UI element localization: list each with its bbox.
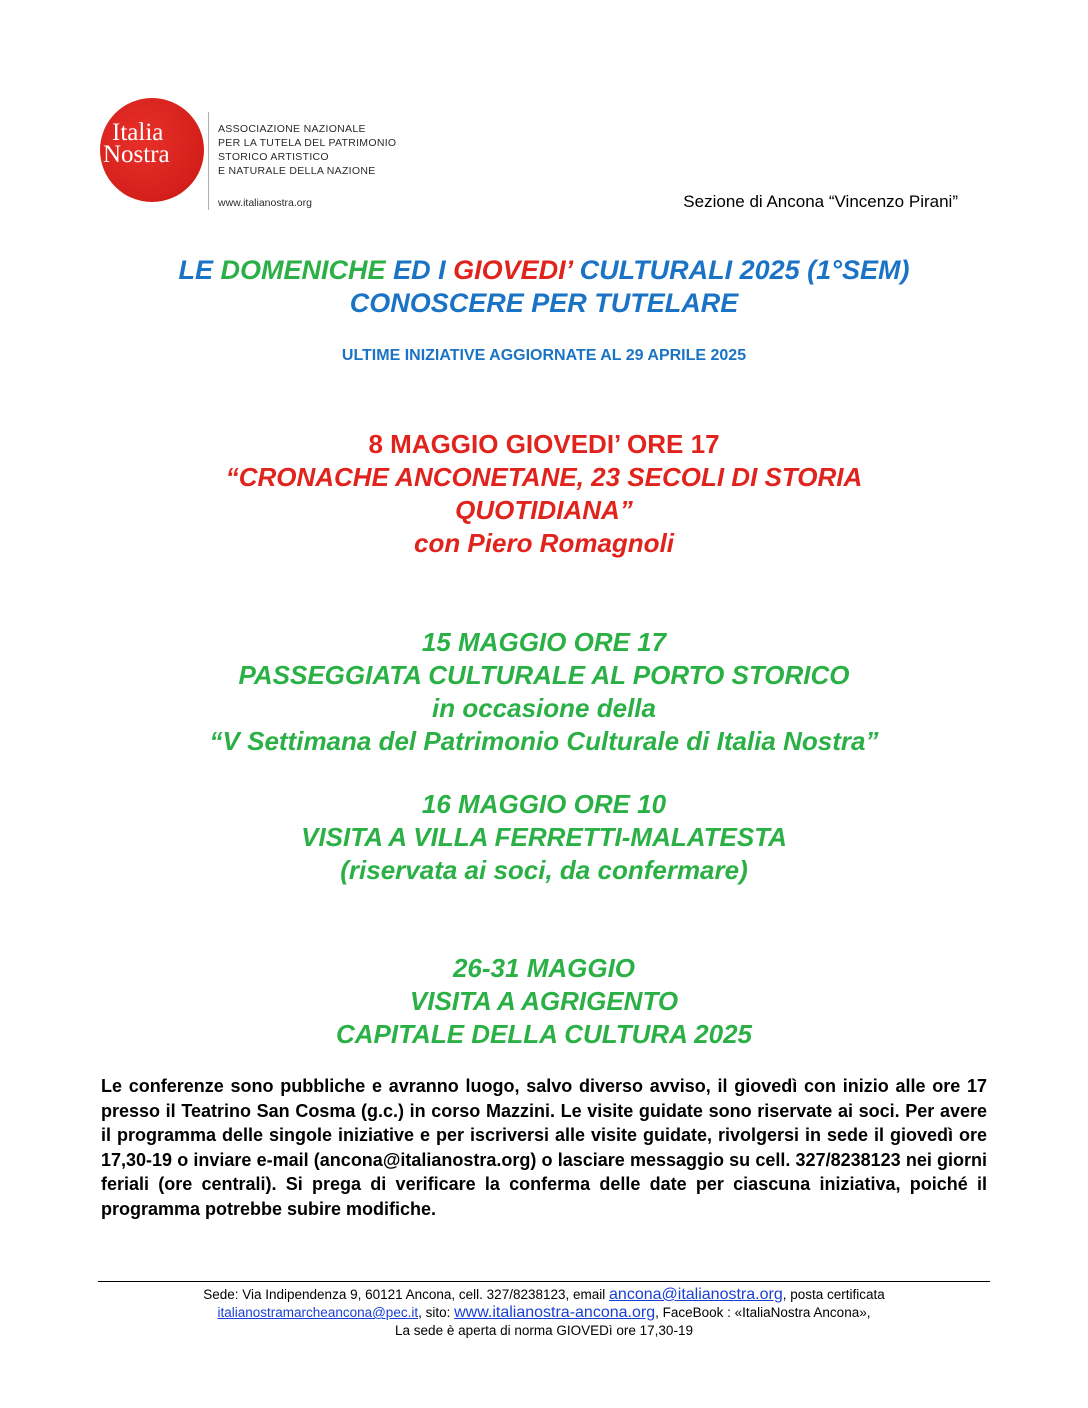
footer: [98, 1286, 990, 1340]
association-name: [218, 122, 396, 178]
page-title: [60, 254, 1028, 320]
event-16-maggio: [60, 788, 1028, 887]
event-line: “V Settimana del Patrimonio Culturale di Italia Nostra”: [209, 726, 879, 756]
event-line: CAPITALE DELLA CULTURA 2025: [335, 1019, 753, 1049]
event-line: VISITA A AGRIGENTO: [409, 986, 679, 1016]
event-line: 26-31 MAGGIO: [452, 953, 636, 983]
title-line-1: [60, 254, 1028, 287]
logo-divider: [208, 112, 209, 210]
update-notice: ULTIME INIZIATIVE AGGIORNATE AL 29 APRILE 2025: [341, 347, 747, 364]
event-8-maggio: [60, 428, 1028, 560]
footer-text: , FaceBook : «ItaliaNostra Ancona»,: [655, 1305, 871, 1320]
event-line: 8 MAGGIO GIOVEDI’ ORE 17: [368, 429, 720, 459]
footer-divider: [98, 1281, 990, 1282]
title-domeniche: DOMENICHE: [220, 255, 386, 285]
website-link[interactable]: www.italianostra-ancona.org: [454, 1304, 656, 1321]
event-line: VISITA A VILLA FERRETTI-MALATESTA: [301, 822, 787, 852]
logo-website: www.italianostra.org: [218, 197, 312, 209]
event-line: con Piero Romagnoli: [413, 528, 675, 558]
title-giovedi: GIOVEDI’: [453, 255, 573, 285]
section-name: Sezione di Ancona “Vincenzo Pirani”: [683, 192, 958, 211]
footer-line-2: [98, 1304, 990, 1322]
logo-word-italia: Italia: [112, 119, 164, 146]
event-26-31-maggio: [60, 952, 1028, 1051]
info-paragraph: Le conferenze sono pubbliche e avranno luogo, salvo diverso avviso, il giovedì con inizio alle ore 17 presso il Teatrino San Cosma (g.c.) in corso Mazzini. Le visite guidate sono riservate ai soci. Per avere il programma delle singole iniziative e per iscriversi alle visite guidate, rivolgersi in sede il giovedì ore 17,30-19 o inviare e-mail (ancona@italianostra.org) o lasciare messaggio su cell. 327/8238123 nei giorni feriali (ore centrali). Si prega di verificare la conferma delle date per ciascuna iniziativa, poiché il programma potrebbe subire modifiche.: [101, 1076, 987, 1219]
title-line-2: CONOSCERE PER TUTELARE: [349, 288, 739, 318]
event-line: QUOTIDIANA”: [455, 495, 633, 525]
footer-text: , posta certificata: [782, 1287, 885, 1302]
event-line: “CRONACHE ANCONETANE, 23 SECOLI DI STORIA: [225, 462, 863, 492]
pec-link[interactable]: italianostramarcheancona@pec.it: [217, 1305, 419, 1320]
event-line: (riservata ai soci, da confermare): [340, 855, 748, 885]
title-rest: CULTURALI 2025 (1°SEM): [572, 255, 910, 285]
event-15-maggio: [60, 626, 1028, 758]
event-line: PASSEGGIATA CULTURALE AL PORTO STORICO: [238, 660, 850, 690]
footer-text: , sito:: [418, 1305, 455, 1320]
title-ed-i: ED I: [385, 255, 454, 285]
email-link[interactable]: ancona@italianostra.org: [609, 1286, 783, 1303]
footer-line-3: La sede è aperta di norma GIOVEDì ore 17,30-19: [395, 1323, 693, 1338]
event-line: in occasione della: [432, 693, 656, 723]
italia-nostra-logo: [100, 98, 204, 202]
footer-text: Sede: Via Indipendenza 9, 60121 Ancona, cell. 327/8238123, email: [203, 1287, 610, 1302]
footer-line-1: [98, 1286, 990, 1304]
title-le: LE: [178, 255, 221, 285]
association-line: PER LA TUTELA DEL PATRIMONIO: [218, 137, 397, 149]
association-line: STORICO ARTISTICO: [218, 151, 329, 163]
event-line: 15 MAGGIO ORE 17: [421, 627, 667, 657]
association-line: ASSOCIAZIONE NAZIONALE: [218, 123, 366, 135]
association-line: E NATURALE DELLA NAZIONE: [218, 165, 376, 177]
logo-word-nostra: Nostra: [103, 141, 170, 168]
event-line: 16 MAGGIO ORE 10: [421, 789, 667, 819]
